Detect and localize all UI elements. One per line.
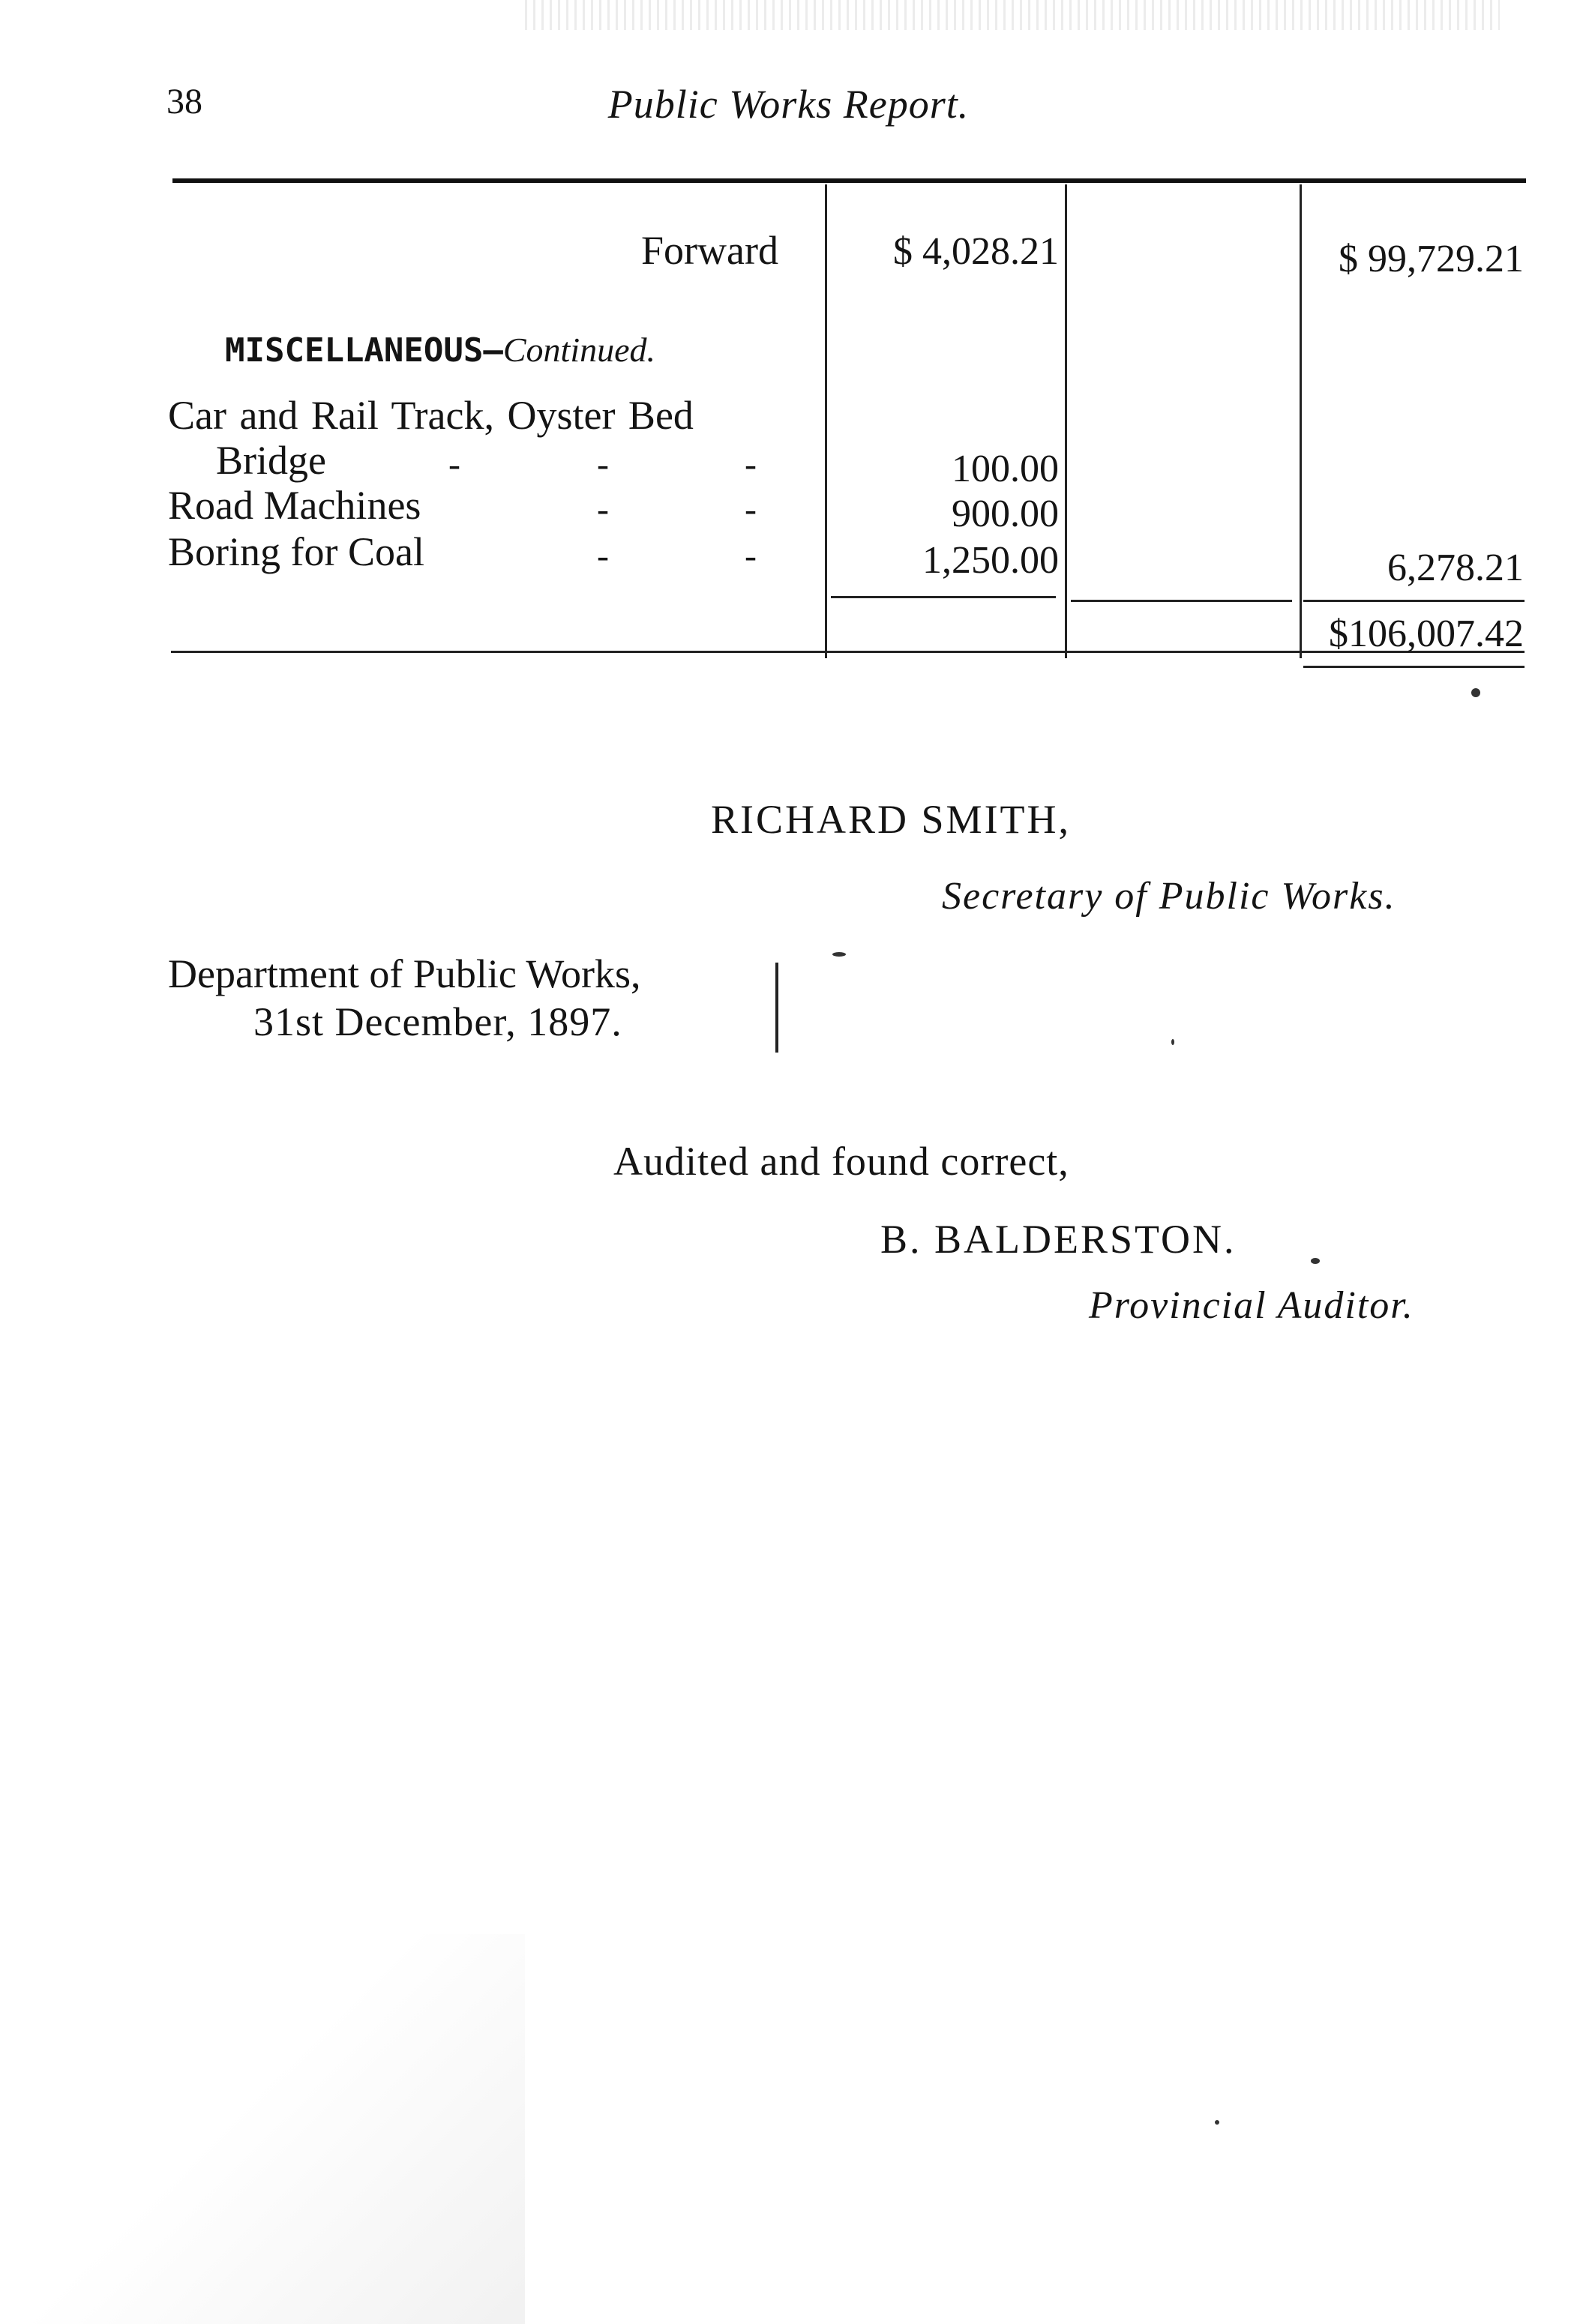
scan-shadow — [0, 1934, 525, 2324]
header-rule — [172, 178, 1526, 183]
report-date: 31st December, 1897. — [253, 999, 622, 1044]
row-1-line-2: Bridge — [216, 438, 326, 483]
ink-speck — [1311, 1258, 1320, 1264]
row-2-dash-2: - — [745, 490, 757, 529]
row-1-dash-1: - — [448, 445, 460, 484]
row-2-amount: 900.00 — [952, 493, 1059, 535]
subtotal-rule-3 — [1303, 600, 1525, 602]
row-2-dash-1: - — [597, 490, 609, 529]
ink-speck — [1471, 688, 1480, 697]
ink-speck — [1171, 1039, 1174, 1045]
row-3-dash-1: - — [597, 536, 609, 576]
subtotal-rule-2 — [1071, 600, 1292, 602]
total-double-rule — [1303, 666, 1525, 668]
section-heading-suffix: Continued. — [502, 331, 656, 369]
running-title: Public Works Report. — [607, 82, 970, 127]
forward-label: Forward — [641, 228, 778, 273]
ink-speck — [1215, 2120, 1219, 2125]
auditor-title: Provincial Auditor. — [1089, 1284, 1414, 1327]
row-3-amount: 1,250.00 — [922, 539, 1059, 582]
column-rule-3 — [1300, 184, 1302, 658]
column-rule-1 — [825, 184, 827, 658]
row-1-dash-2: - — [597, 445, 609, 484]
row-3-label: Boring for Coal — [168, 529, 424, 574]
department-line: Department of Public Works, — [168, 951, 641, 996]
column-rule-2 — [1065, 184, 1067, 658]
section-heading-title: MISCELLANEOUS— — [225, 331, 503, 370]
subtotal-rule-1 — [831, 596, 1056, 598]
secretary-name: RICHARD SMITH, — [711, 797, 1072, 842]
row-2-label: Road Machines — [168, 483, 421, 528]
section-heading — [225, 330, 655, 370]
row-1-dash-3: - — [745, 445, 757, 484]
audit-statement: Audited and found correct, — [613, 1139, 1069, 1184]
row-3-dash-2: - — [745, 536, 757, 576]
secretary-title: Secretary of Public Works. — [942, 875, 1396, 918]
forward-total: $ 99,729.21 — [1339, 238, 1524, 280]
brace-mark — [772, 963, 778, 1053]
ink-speck — [832, 952, 846, 957]
row-1-amount: 100.00 — [952, 448, 1059, 490]
scan-edge-noise — [525, 0, 1500, 30]
row-3-subtotal: 6,278.21 — [1387, 547, 1524, 589]
page-number: 38 — [166, 82, 202, 121]
forward-amount: $ 4,028.21 — [893, 230, 1059, 273]
auditor-name: B. BALDERSTON. — [880, 1217, 1237, 1262]
grand-total: $106,007.42 — [1329, 612, 1524, 655]
row-1-line-1: Car and Rail Track, Oyster Bed — [168, 393, 694, 438]
